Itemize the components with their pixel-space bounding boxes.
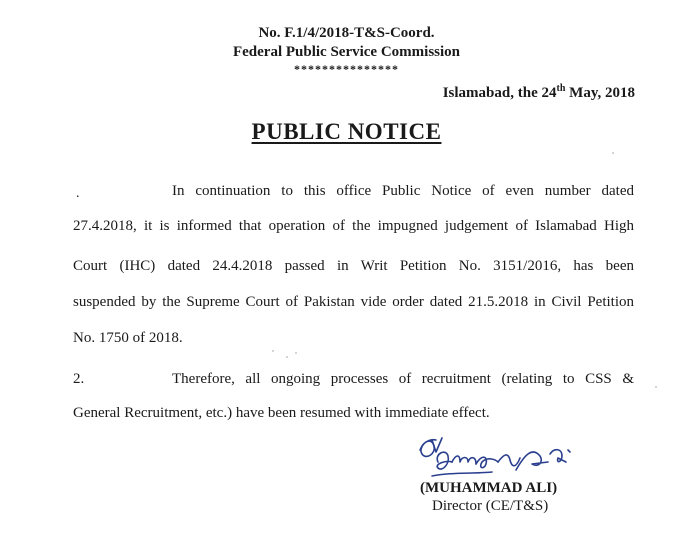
organization-name: Federal Public Service Commission bbox=[232, 44, 461, 60]
paragraph1-line: Court (IHC) dated 24.4.2018 passed in Writ Petition No. 3151/2016, has been bbox=[73, 258, 634, 274]
paragraph1-line: No. 1750 of 2018. bbox=[73, 330, 183, 346]
reference-number: No. F.1/4/2018-T&S-Coord. bbox=[258, 25, 435, 41]
paragraph2-line: Therefore, all ongoing processes of recruitment (relating to CSS & bbox=[172, 371, 634, 387]
signatory-name: (MUHAMMAD ALI) bbox=[420, 480, 558, 496]
paragraph2-line: General Recruitment, etc.) have been resumed with immediate effect. bbox=[73, 405, 490, 421]
dateline-prefix: Islamabad, the 24 bbox=[442, 85, 557, 101]
paragraph1-line: In continuation to this office Public Notice of even number dated bbox=[172, 183, 634, 199]
paragraph1-line: 27.4.2018, it is informed that operation of the impugned judgement of Islamabad High bbox=[73, 218, 634, 234]
dateline-rest: May, 2018 bbox=[565, 85, 635, 101]
signatory-designation: Director (CE/T&S) bbox=[432, 498, 549, 514]
paragraph1-line: suspended by the Supreme Court of Pakistan vide order dated 21.5.2018 in Civil Petition bbox=[73, 294, 634, 310]
dateline bbox=[443, 85, 635, 102]
dateline-ordinal: th bbox=[556, 83, 566, 94]
paragraph-marker: . bbox=[76, 186, 80, 201]
page-title: PUBLIC NOTICE bbox=[251, 119, 442, 144]
paragraph-number: 2. bbox=[73, 371, 85, 387]
header-separator: *************** bbox=[294, 62, 399, 76]
